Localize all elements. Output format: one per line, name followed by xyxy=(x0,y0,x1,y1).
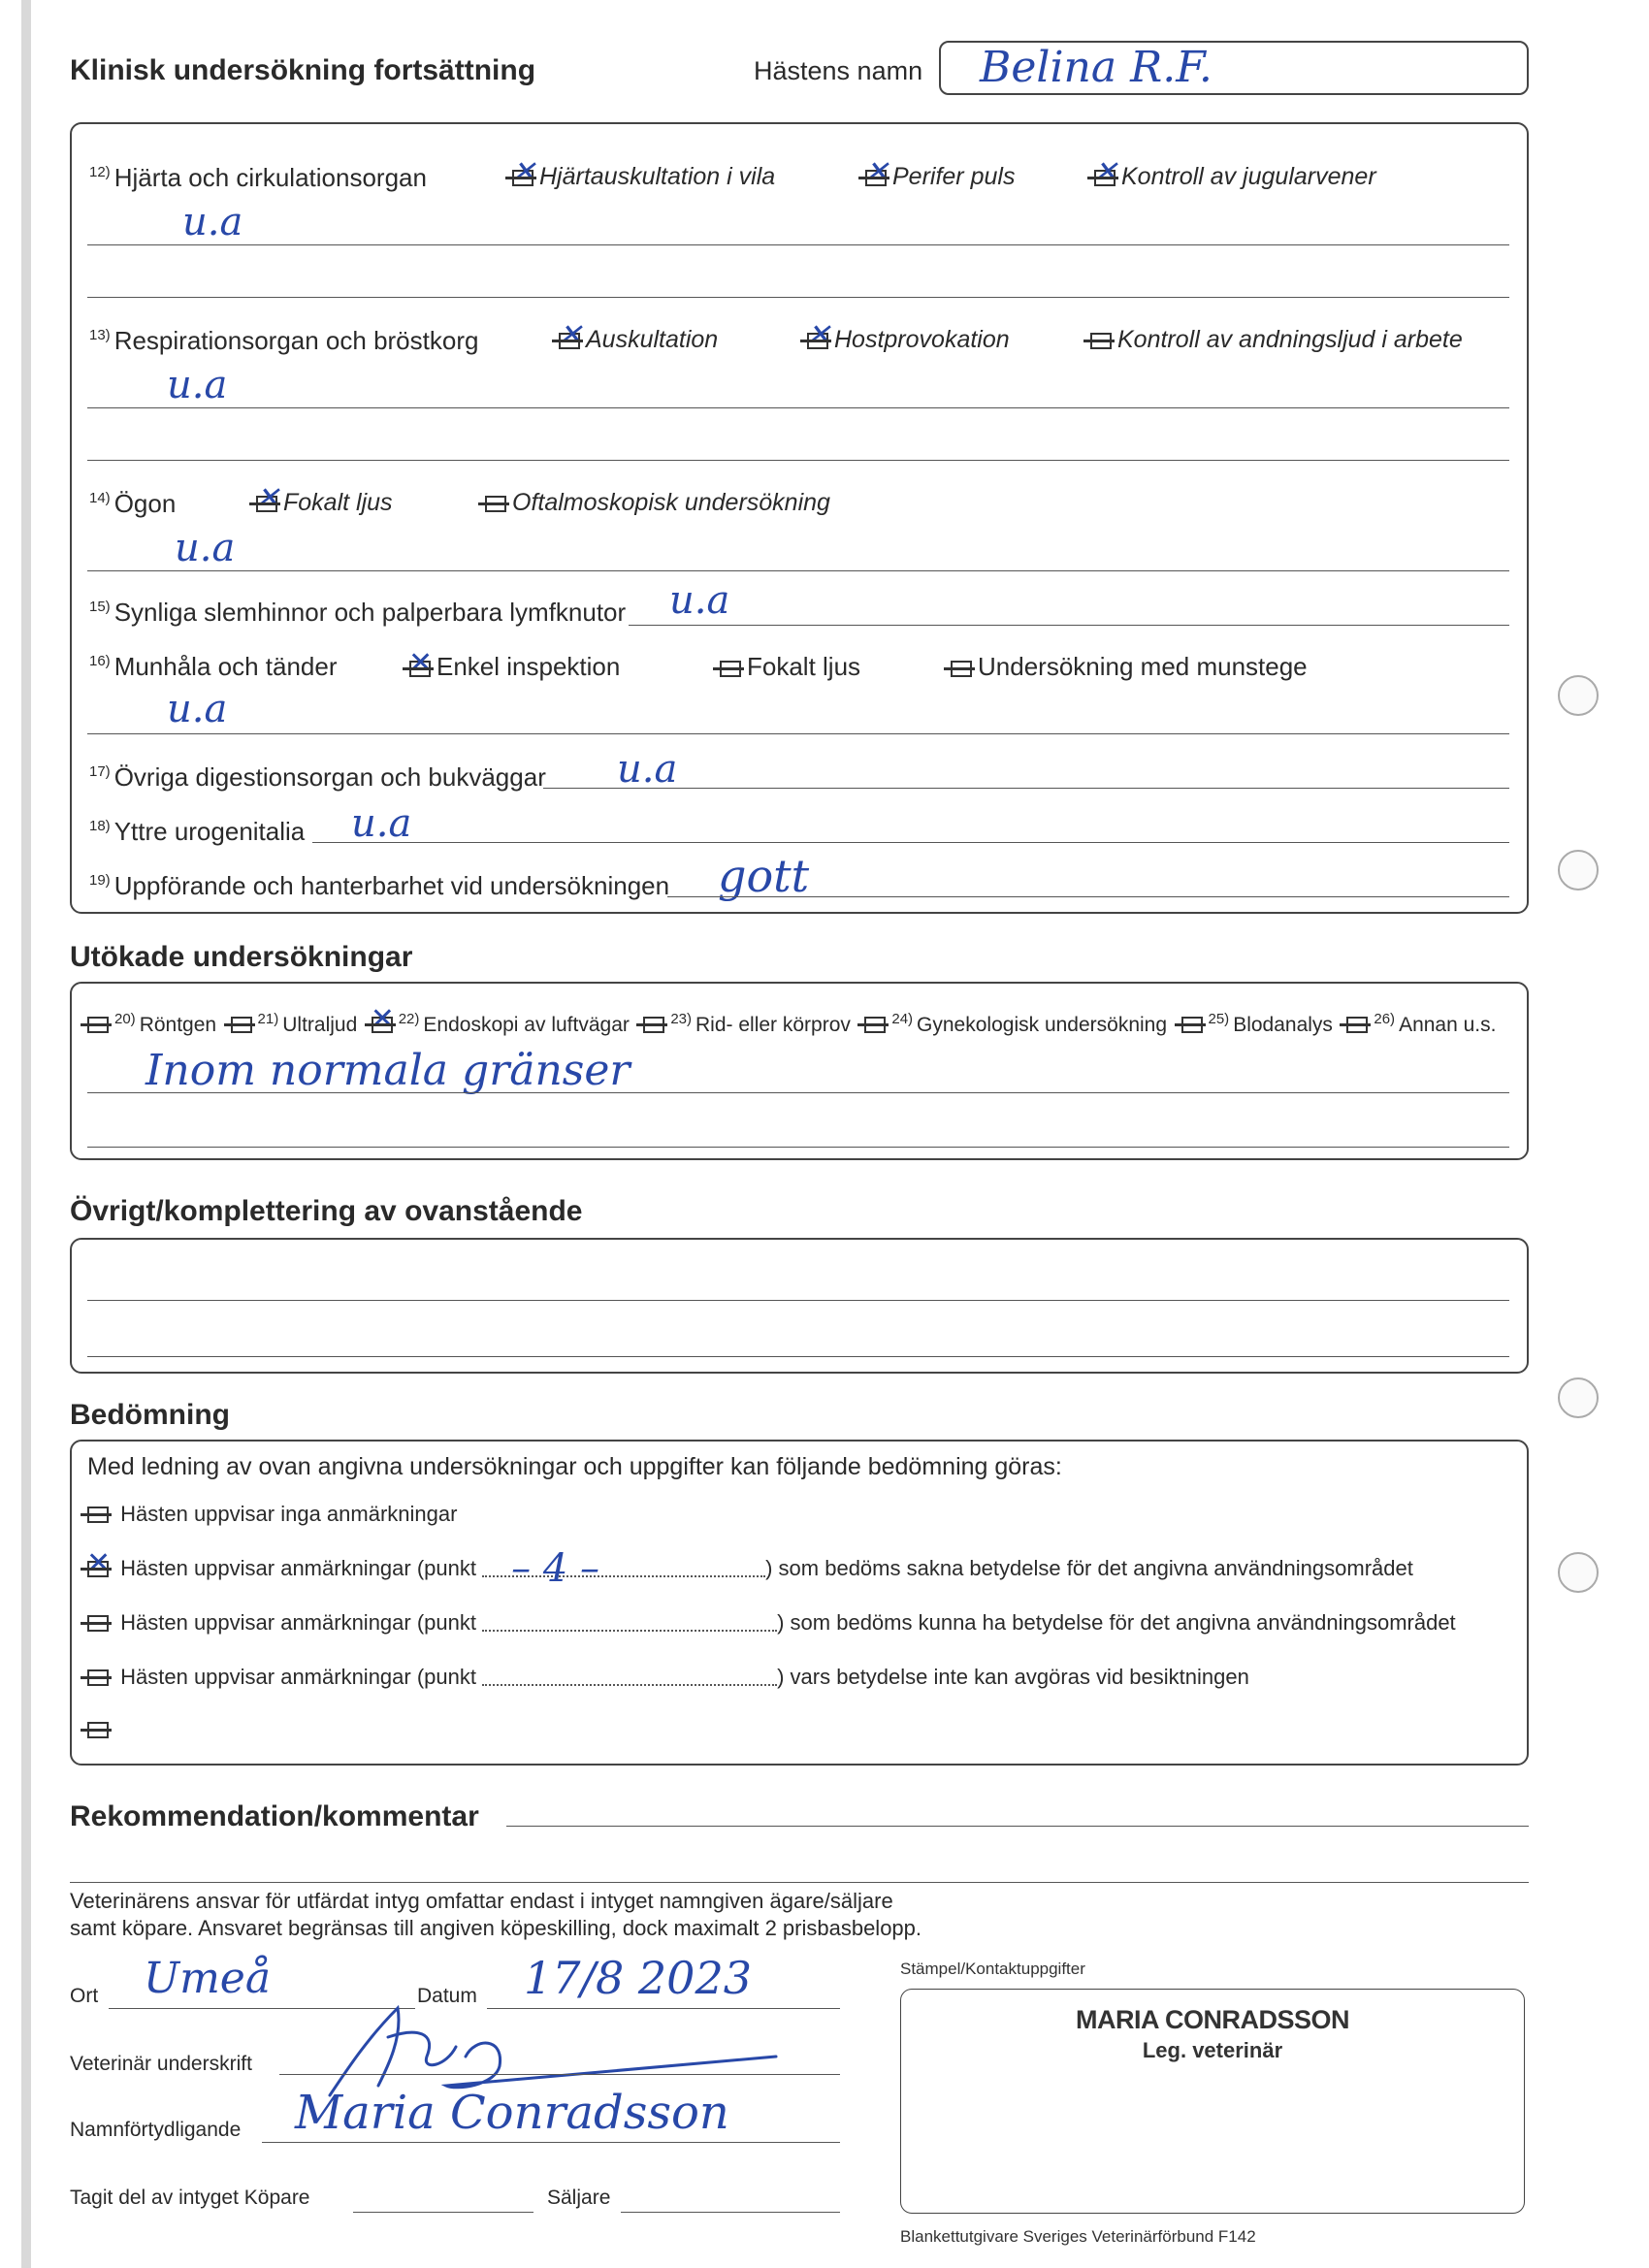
check-ultrasound[interactable]: $^{21)}$ Ultraljud xyxy=(231,1014,358,1036)
section-15-label: $^{15)}$ Synliga slemhinnor och palperbara lymfknutor xyxy=(89,598,627,627)
check-other-exam[interactable]: $^{26)}$ Annan u.s. xyxy=(1346,1014,1496,1036)
check-riding-test[interactable]: $^{23)}$ Rid- eller körprov xyxy=(643,1014,851,1036)
extended-title: Utökade undersökningar xyxy=(70,941,413,973)
clinical-exam-box xyxy=(70,122,1529,914)
assessment-point-value: – 4 – xyxy=(511,1546,599,1591)
signature-label: Veterinär underskrift xyxy=(70,2053,252,2075)
checkbox-icon xyxy=(1094,170,1116,186)
assessment-option-5[interactable] xyxy=(87,1719,114,1742)
extended-checkbox-row xyxy=(87,1011,1496,1037)
recommendation-title: Rekommendation/kommentar xyxy=(70,1800,479,1832)
checkbox-icon xyxy=(87,1722,109,1738)
checkbox-icon xyxy=(1181,1017,1203,1033)
checkbox-icon xyxy=(409,661,431,677)
other-box[interactable] xyxy=(70,1238,1529,1374)
checkbox-icon xyxy=(643,1017,664,1033)
section-18-note: u.a xyxy=(351,801,412,846)
write-line xyxy=(87,297,1509,298)
section-19-note: gott xyxy=(718,850,810,902)
binder-hole xyxy=(1558,675,1599,716)
check-simple-inspection[interactable]: ✕ Enkel inspektion xyxy=(409,652,620,682)
assessment-title: Bedömning xyxy=(70,1399,230,1431)
publisher-footer: Blankettutgivare Sveriges Veterinärförbund F142 xyxy=(900,2227,1256,2246)
checkbox-icon xyxy=(256,496,277,512)
checkbox-icon xyxy=(1090,333,1112,349)
check-mouth-focal-light[interactable]: Fokalt ljus xyxy=(720,652,860,682)
write-line xyxy=(87,407,1509,408)
section-16-note: u.a xyxy=(167,687,228,731)
checkbox-icon xyxy=(559,333,580,349)
section-14-label: $^{14)}$ Ögon xyxy=(89,489,177,518)
ort-value: Umeå xyxy=(144,1954,272,2003)
section-13-label: $^{13)}$ Respirationsorgan och bröstkorg xyxy=(89,326,479,355)
section-17-label: $^{17)}$ Övriga digestionsorgan och bukväggar xyxy=(89,762,546,792)
check-heart-auscultation[interactable]: ✕ Hjärtauskultation i vila xyxy=(512,163,775,191)
check-breathing-sound[interactable]: Kontroll av andningsljud i arbete xyxy=(1090,326,1463,354)
check-jugular-veins[interactable]: ✕ Kontroll av jugularvener xyxy=(1094,163,1376,191)
checkbox-icon xyxy=(87,1615,109,1632)
horse-name-value: Belina R.F. xyxy=(980,43,1212,92)
write-line xyxy=(621,2212,840,2213)
checkbox-icon xyxy=(87,1561,109,1577)
assessment-option-3[interactable]: Hästen uppvisar anmärkningar (punkt ) som bedöms kunna ha betydelse för det angivna användningsområdet xyxy=(87,1610,1456,1636)
seller-label: Säljare xyxy=(547,2187,611,2209)
check-focal-light[interactable]: ✕ Fokalt ljus xyxy=(256,489,393,517)
stamp-box xyxy=(900,1989,1525,2214)
write-line xyxy=(87,1300,1509,1301)
section-12-note: u.a xyxy=(182,200,243,244)
horse-name-label: Hästens namn xyxy=(754,56,923,85)
checkbox-icon xyxy=(231,1017,252,1033)
write-line xyxy=(506,1826,1529,1827)
extended-note: Inom normala gränser xyxy=(146,1046,630,1095)
datum-label: Datum xyxy=(417,1985,477,2007)
binder-hole xyxy=(1558,1552,1599,1593)
write-line xyxy=(262,2142,840,2143)
write-line xyxy=(543,788,1509,789)
write-line xyxy=(353,2212,534,2213)
section-18-label: $^{18)}$ Yttre urogenitalia xyxy=(89,817,306,846)
write-line xyxy=(629,625,1509,626)
section-19-label: $^{19)}$ Uppförande och hanterbarhet vid undersökningen xyxy=(89,871,670,900)
check-mouth-gag[interactable]: Undersökning med munstege xyxy=(951,652,1308,682)
write-line xyxy=(312,842,1509,843)
disclaimer: Veterinärens ansvar för utfärdat intyg omfattar endast i intyget namngiven ägare/säljare samt köpare. Ansvaret begränsas till angiven köpeskilling, dock maximalt 2 prisbasbelopp. xyxy=(70,1889,922,1940)
binder-hole xyxy=(1558,850,1599,891)
section-16-label: $^{16)}$ Munhåla och tänder xyxy=(89,652,338,681)
write-line xyxy=(87,460,1509,461)
checkbox-icon xyxy=(951,661,972,677)
checkbox-icon xyxy=(512,170,534,186)
stamp-title: Leg. veterinär xyxy=(1142,2038,1283,2062)
name-label: Namnförtydligande xyxy=(70,2119,242,2141)
scan-margin xyxy=(21,0,31,2268)
checkbox-icon xyxy=(720,661,741,677)
write-line xyxy=(279,2074,840,2075)
section-17-note: u.a xyxy=(617,747,678,792)
check-xray[interactable]: $^{20)}$ Röntgen xyxy=(87,1014,216,1036)
section-14-note: u.a xyxy=(175,526,236,570)
name-value: Maria Conradsson xyxy=(295,2086,729,2140)
section-13-note: u.a xyxy=(167,363,228,407)
checkbox-icon xyxy=(87,1507,109,1523)
write-line xyxy=(87,733,1509,734)
assessment-option-4[interactable]: Hästen uppvisar anmärkningar (punkt ) vars betydelse inte kan avgöras vid besiktningen xyxy=(87,1665,1249,1690)
write-line xyxy=(87,1092,1509,1093)
checkbox-icon xyxy=(865,170,887,186)
horse-name-field[interactable] xyxy=(939,41,1529,95)
datum-value: 17/8 2023 xyxy=(524,1952,752,2004)
binder-hole xyxy=(1558,1377,1599,1418)
checkbox-icon xyxy=(807,333,828,349)
stamp-label: Stämpel/Kontaktuppgifter xyxy=(900,1960,1085,1978)
other-title: Övrigt/komplettering av ovanstående xyxy=(70,1195,583,1227)
assessment-intro: Med ledning av ovan angivna undersökningar och uppgifter kan följande bedömning göras: xyxy=(87,1453,1062,1480)
stamp-name: MARIA CONRADSSON xyxy=(1076,2005,1349,2034)
check-peripheral-pulse[interactable]: ✕ Perifer puls xyxy=(865,163,1015,191)
checkbox-icon xyxy=(864,1017,886,1033)
write-line xyxy=(667,896,1509,897)
page-title: Klinisk undersökning fortsättning xyxy=(70,54,536,86)
checkbox-icon xyxy=(1346,1017,1368,1033)
checkbox-icon xyxy=(87,1017,109,1033)
write-line xyxy=(87,570,1509,571)
write-line xyxy=(87,244,1509,245)
checkbox-icon xyxy=(485,496,506,512)
check-endoscopy[interactable]: ✕ $^{22)}$ Endoskopi av luftvägar xyxy=(372,1014,630,1036)
section-12-label: $^{12)}$ Hjärta och cirkulationsorgan xyxy=(89,163,427,192)
check-ophthalmoscopic[interactable]: Oftalmoskopisk undersökning xyxy=(485,489,830,517)
checkbox-icon xyxy=(87,1669,109,1686)
assessment-option-1[interactable]: Hästen uppvisar inga anmärkningar xyxy=(87,1502,457,1527)
section-15-note: u.a xyxy=(669,578,730,623)
check-auscultation[interactable]: ✕ Auskultation xyxy=(559,326,718,354)
check-blood-analysis[interactable]: $^{25)}$ Blodanalys xyxy=(1181,1014,1333,1036)
write-line xyxy=(87,1147,1509,1148)
checkbox-icon xyxy=(372,1017,393,1033)
check-gynecological[interactable]: $^{24)}$ Gynekologisk undersökning xyxy=(864,1014,1167,1036)
check-cough-provocation[interactable]: ✕ Hostprovokation xyxy=(807,326,1010,354)
ort-label: Ort xyxy=(70,1985,99,2007)
buyer-label: Tagit del av intyget Köpare xyxy=(70,2187,310,2209)
write-line xyxy=(87,1356,1509,1357)
assessment-box xyxy=(70,1440,1529,1766)
write-line xyxy=(70,1882,1529,1883)
assessment-option-2[interactable]: ✕ Hästen uppvisar anmärkningar (punkt – 4 – ) som bedöms sakna betydelse för det angivna användningsområdet xyxy=(87,1556,1413,1581)
